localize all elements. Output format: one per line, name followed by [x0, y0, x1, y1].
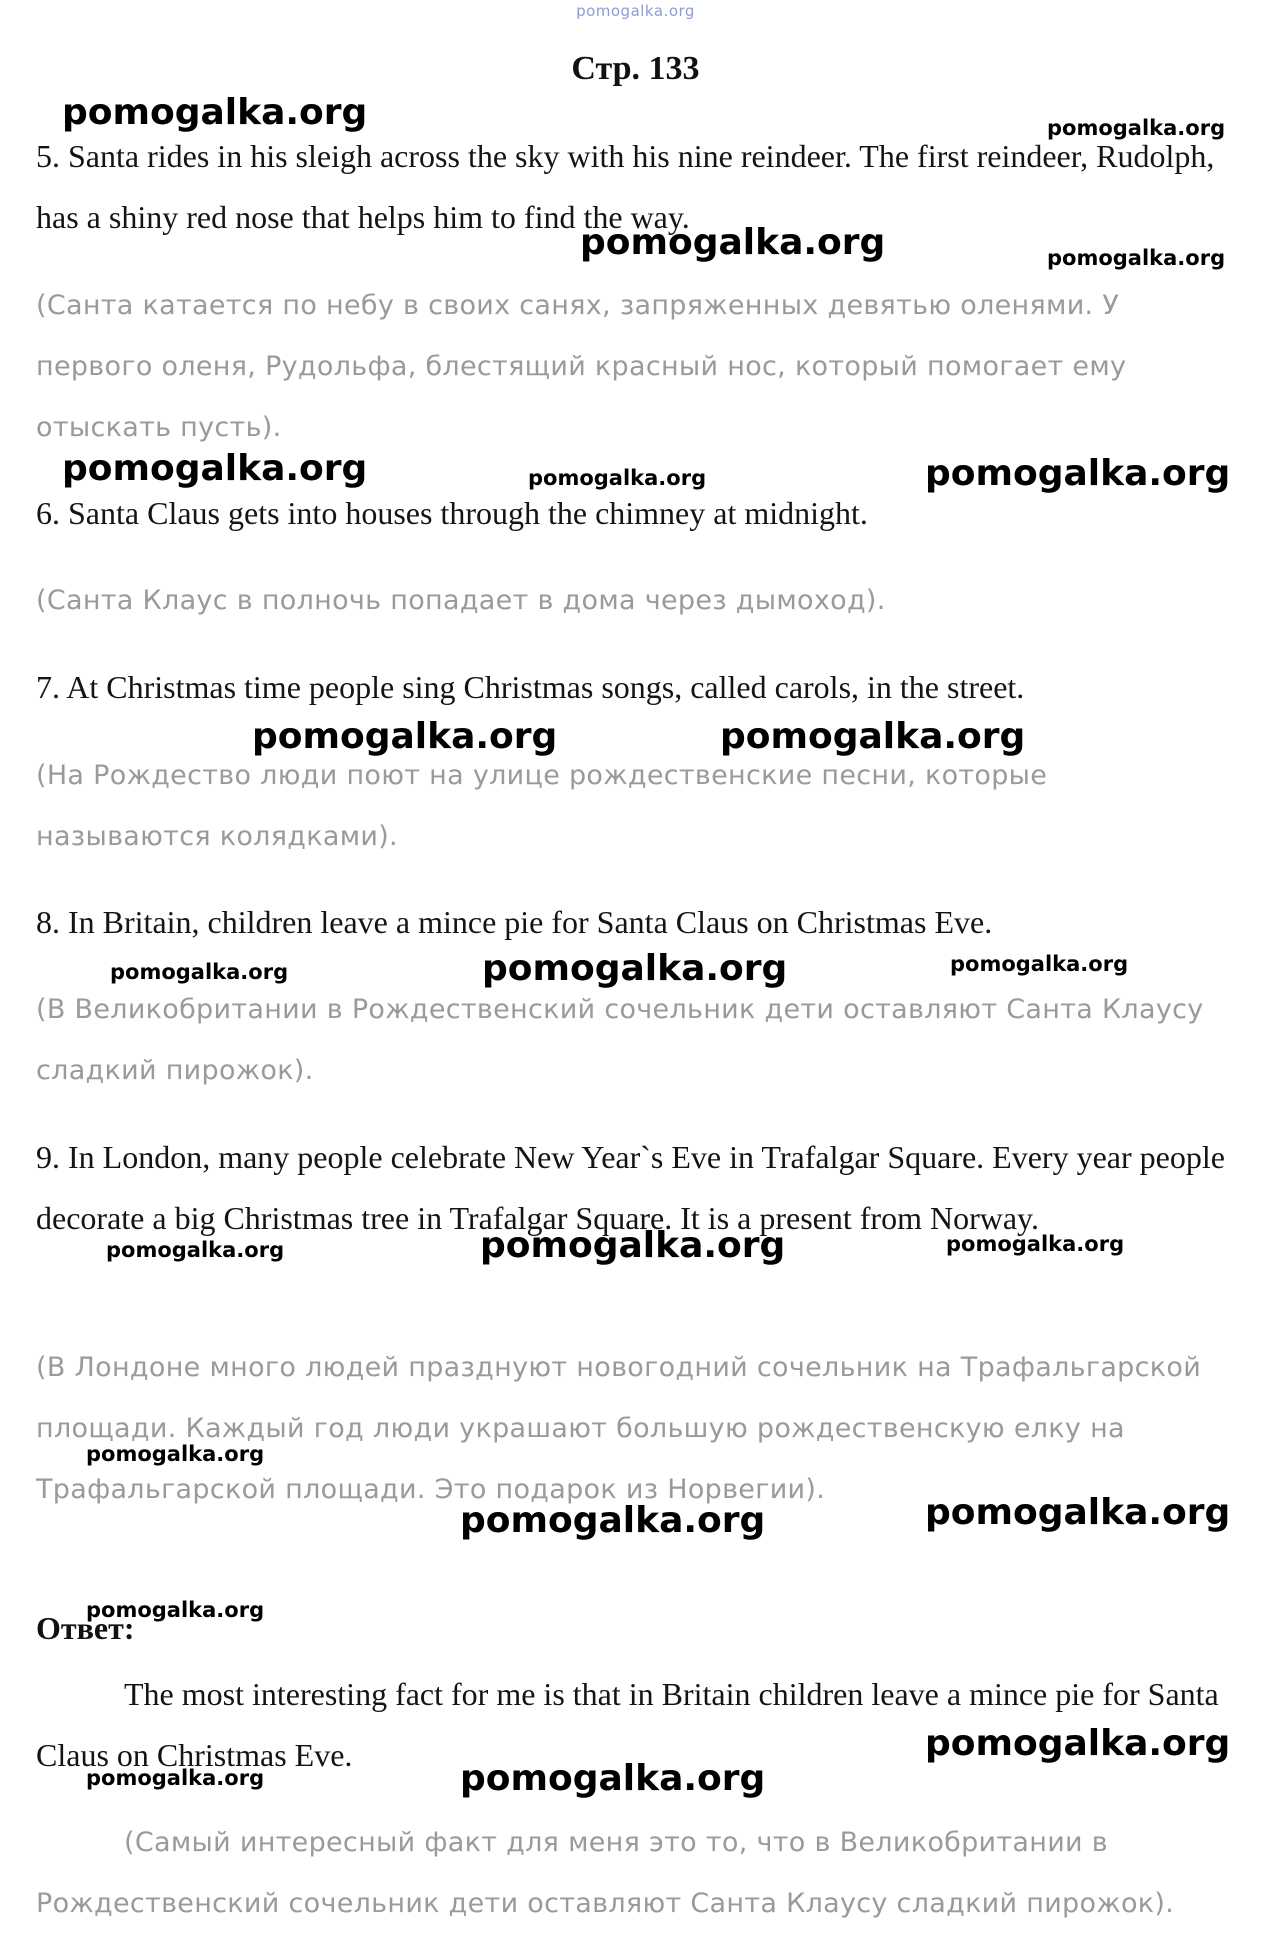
watermark: pomogalka.org — [460, 1500, 766, 1541]
watermark: pomogalka.org — [1047, 246, 1226, 270]
item-5-russian: (Санта катается по небу в своих санях, запряженных девятью оленями. У первого оленя, Рудольфа, блестящий красный нос, который помогает ему отыскать пусть). — [36, 290, 1127, 443]
watermark: pomogalka.org — [950, 952, 1129, 976]
answer-english: The most interesting fact for me is that in Britain children leave a mince pie for Santa Claus on Christmas Eve. — [36, 1676, 1219, 1773]
watermark: pomogalka.org — [62, 448, 368, 489]
item-9-russian: (В Лондоне много людей празднуют новогодний сочельник на Трафальгарской площади. Каждый год люди украшают большую рождественскую елку на Трафальгарской площади. Это подарок из Норвегии). — [36, 1352, 1202, 1505]
answer-label: Ответ: — [36, 1610, 135, 1646]
watermark: pomogalka.org — [106, 1238, 285, 1262]
watermark: pomogalka.org — [925, 1492, 1231, 1533]
watermark: pomogalka.org — [86, 1442, 265, 1466]
item-7-russian: (На Рождество люди поют на улице рождественские песни, которые называются колядками). — [36, 760, 1048, 852]
item-6-russian: (Санта Клаус в полночь попадает в дома через дымоход). — [36, 585, 886, 616]
item-5-english: 5. Santa rides in his sleigh across the sky with his nine reindeer. The first reindeer, Rudolph, has a shiny red nose that helps him to find the way. — [36, 138, 1215, 235]
watermark: pomogalka.org — [86, 1598, 265, 1622]
watermark: pomogalka.org — [86, 1766, 265, 1790]
watermark: pomogalka.org — [946, 1232, 1125, 1256]
watermark: pomogalka.org — [528, 466, 707, 490]
watermark: pomogalka.org — [1047, 116, 1226, 140]
page-title: Стр. 133 — [571, 50, 700, 87]
item-7-english: 7. At Christmas time people sing Christmas songs, called carols, in the street. — [36, 669, 1025, 705]
item-6-english: 6. Santa Claus gets into houses through the chimney at midnight. — [36, 495, 868, 531]
watermark: pomogalka.org — [925, 453, 1231, 494]
watermark: pomogalka.org — [580, 222, 886, 263]
answer-russian: (Самый интересный факт для меня это то, что в Великобритании в Рождественский сочельник дети оставляют Санта Клаусу сладкий пирожок). — [36, 1827, 1175, 1919]
item-8-english: 8. In Britain, children leave a mince pie for Santa Claus on Christmas Eve. — [36, 904, 993, 940]
watermark: pomogalka.org — [482, 948, 788, 989]
site-mark: pomogalka.org — [576, 2, 695, 20]
watermark: pomogalka.org — [720, 716, 1026, 757]
item-8-russian: (В Великобритании в Рождественский сочельник дети оставляют Санта Клаусу сладкий пирожок). — [36, 994, 1204, 1086]
watermark: pomogalka.org — [460, 1758, 766, 1799]
item-9-english: 9. In London, many people celebrate New Year`s Eve in Trafalgar Square. Every year people decorate a big Christmas tree in Trafalgar Square. It is a present from Norway. — [36, 1139, 1225, 1236]
watermark: pomogalka.org — [62, 92, 368, 133]
watermark: pomogalka.org — [480, 1225, 786, 1266]
watermark: pomogalka.org — [925, 1723, 1231, 1764]
watermark: pomogalka.org — [110, 960, 289, 984]
watermark: pomogalka.org — [252, 716, 558, 757]
